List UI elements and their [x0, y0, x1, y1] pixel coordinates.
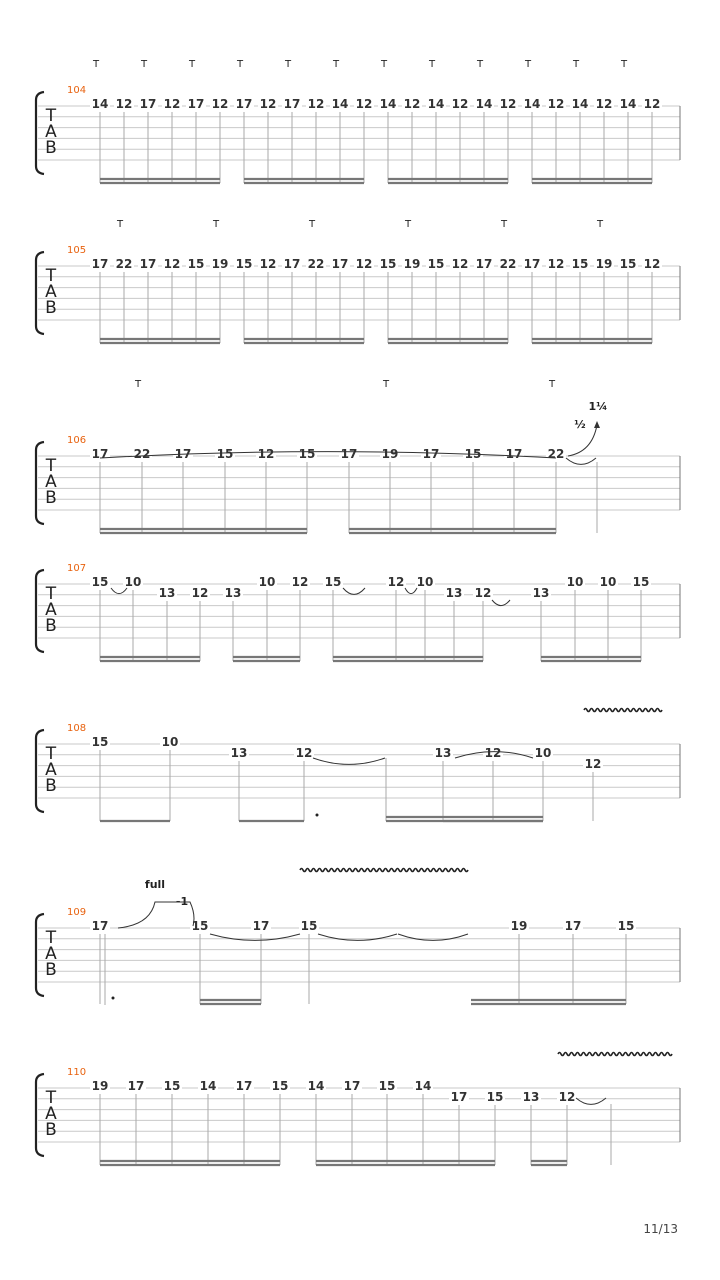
fret-number: 12 — [115, 97, 133, 111]
fret-number: 14 — [571, 97, 589, 111]
bend-label: -1 — [175, 895, 189, 908]
dot-mark — [316, 814, 319, 817]
fret-number: 12 — [547, 97, 565, 111]
fret-number: 22 — [499, 257, 517, 271]
tab-clef-letter: B — [45, 960, 57, 980]
fret-number: 17 — [505, 447, 523, 461]
fret-number: 12 — [355, 257, 373, 271]
fret-number: 14 — [331, 97, 349, 111]
slur — [318, 934, 397, 940]
fret-number: 17 — [139, 97, 157, 111]
fret-number: 17 — [91, 257, 109, 271]
measure-number: 106 — [67, 435, 87, 446]
fret-number: 15 — [300, 919, 318, 933]
bend-label: 1¼ — [588, 400, 608, 413]
fret-number: 14 — [427, 97, 445, 111]
tap-marker: T — [572, 59, 580, 70]
tab-system-104 — [36, 59, 680, 183]
system-bracket — [36, 570, 44, 652]
tap-marker: T — [596, 219, 604, 230]
fret-number: 15 — [187, 257, 205, 271]
tab-system-110 — [36, 1067, 680, 1165]
fret-number: 12 — [257, 447, 275, 461]
measure-number: 110 — [67, 1067, 87, 1078]
dot-mark — [112, 997, 115, 1000]
fret-number: 14 — [523, 97, 541, 111]
slur — [405, 588, 417, 594]
fret-number: 17 — [252, 919, 270, 933]
slur — [313, 758, 385, 764]
fret-number: 12 — [451, 97, 469, 111]
fret-number: 15 — [617, 919, 635, 933]
slur — [566, 458, 596, 464]
fret-number: 12 — [191, 586, 209, 600]
fret-number: 12 — [355, 97, 373, 111]
tab-clef-letter: B — [45, 138, 57, 158]
tap-marker: T — [188, 59, 196, 70]
fret-number: 15 — [378, 1079, 396, 1093]
fret-number: 10 — [534, 746, 552, 760]
tab-clef-letter: A — [45, 1104, 57, 1124]
tab-clef-letter: B — [45, 488, 57, 508]
fret-number: 14 — [414, 1079, 432, 1093]
bend-arrowhead — [594, 421, 600, 428]
fret-number: 12 — [474, 586, 492, 600]
tab-clef-letter: T — [45, 1088, 57, 1108]
fret-number: 22 — [133, 447, 151, 461]
fret-number: 14 — [619, 97, 637, 111]
fret-number: 19 — [211, 257, 229, 271]
fret-number: 17 — [523, 257, 541, 271]
fret-number: 15 — [163, 1079, 181, 1093]
measure-number: 107 — [67, 563, 87, 574]
tab-clef-letter: T — [45, 928, 57, 948]
tab-clef-letter: T — [45, 744, 57, 764]
fret-number: 15 — [379, 257, 397, 271]
fret-number: 12 — [163, 97, 181, 111]
fret-number: 19 — [91, 1079, 109, 1093]
tap-marker: T — [500, 219, 508, 230]
fret-number: 12 — [387, 575, 405, 589]
measure-number: 109 — [67, 907, 87, 918]
fret-number: 12 — [211, 97, 229, 111]
system-bracket — [36, 442, 44, 524]
fret-number: 17 — [235, 1079, 253, 1093]
fret-number: 14 — [475, 97, 493, 111]
system-bracket — [36, 1074, 44, 1156]
fret-number: 17 — [331, 257, 349, 271]
tab-clef-letter: A — [45, 600, 57, 620]
measure-number: 104 — [67, 85, 87, 96]
page-number: 11/13 — [643, 1222, 678, 1236]
slur — [100, 452, 556, 458]
slur — [210, 934, 300, 940]
fret-number: 15 — [324, 575, 342, 589]
fret-number: 12 — [595, 97, 613, 111]
tap-marker: T — [116, 219, 124, 230]
fret-number: 19 — [381, 447, 399, 461]
fret-number: 12 — [163, 257, 181, 271]
fret-number: 17 — [187, 97, 205, 111]
fret-number: 17 — [450, 1090, 468, 1104]
measure-number: 108 — [67, 723, 87, 734]
fret-number: 12 — [295, 746, 313, 760]
fret-number: 17 — [422, 447, 440, 461]
fret-number: 13 — [224, 586, 242, 600]
fret-number: 17 — [91, 447, 109, 461]
fret-number: 13 — [532, 586, 550, 600]
tab-clef-letter: B — [45, 616, 57, 636]
fret-number: 10 — [258, 575, 276, 589]
fret-number: 13 — [434, 746, 452, 760]
tab-clef-letter: A — [45, 122, 57, 142]
fret-number: 12 — [307, 97, 325, 111]
tab-clef-letter: T — [45, 266, 57, 286]
vibrato-line — [584, 709, 662, 712]
fret-number: 12 — [584, 757, 602, 771]
system-bracket — [36, 730, 44, 812]
fret-number: 10 — [566, 575, 584, 589]
fret-number: 17 — [91, 919, 109, 933]
tap-marker: T — [308, 219, 316, 230]
fret-number: 15 — [191, 919, 209, 933]
fret-number: 12 — [643, 257, 661, 271]
fret-number: 22 — [307, 257, 325, 271]
tab-clef-letter: T — [45, 106, 57, 126]
tap-marker: T — [332, 59, 340, 70]
fret-number: 12 — [403, 97, 421, 111]
tab-clef-letter: A — [45, 472, 57, 492]
slur — [398, 934, 468, 940]
fret-number: 19 — [403, 257, 421, 271]
fret-number: 15 — [619, 257, 637, 271]
fret-number: 19 — [595, 257, 613, 271]
fret-number: 14 — [199, 1079, 217, 1093]
tap-marker: T — [212, 219, 220, 230]
fret-number: 17 — [283, 97, 301, 111]
fret-number: 15 — [571, 257, 589, 271]
fret-number: 15 — [91, 575, 109, 589]
fret-number: 22 — [115, 257, 133, 271]
fret-number: 15 — [216, 447, 234, 461]
fret-number: 12 — [499, 97, 517, 111]
system-bracket — [36, 252, 44, 334]
fret-number: 10 — [599, 575, 617, 589]
fret-number: 10 — [416, 575, 434, 589]
tab-clef-letter: B — [45, 298, 57, 318]
fret-number: 12 — [259, 257, 277, 271]
fret-number: 12 — [451, 257, 469, 271]
tap-marker: T — [134, 379, 142, 390]
tap-marker: T — [428, 59, 436, 70]
fret-number: 15 — [464, 447, 482, 461]
fret-number: 15 — [486, 1090, 504, 1104]
slur — [343, 588, 365, 594]
fret-number: 17 — [475, 257, 493, 271]
tab-clef-letter: A — [45, 944, 57, 964]
fret-number: 15 — [271, 1079, 289, 1093]
fret-number: 13 — [522, 1090, 540, 1104]
tab-clef-letter: B — [45, 1120, 57, 1140]
system-bracket — [36, 92, 44, 174]
tap-marker: T — [236, 59, 244, 70]
fret-number: 10 — [161, 735, 179, 749]
tab-clef-letter: T — [45, 584, 57, 604]
bend-label: ½ — [574, 418, 586, 431]
fret-number: 17 — [564, 919, 582, 933]
system-bracket — [36, 914, 44, 996]
fret-number: 17 — [174, 447, 192, 461]
fret-number: 13 — [230, 746, 248, 760]
tab-system-105 — [36, 219, 680, 343]
fret-number: 10 — [124, 575, 142, 589]
tab-clef-letter: B — [45, 776, 57, 796]
fret-number: 22 — [547, 447, 565, 461]
fret-number: 15 — [91, 735, 109, 749]
tab-system-107 — [36, 563, 680, 661]
fret-number: 12 — [291, 575, 309, 589]
vibrato-line — [558, 1053, 672, 1056]
tab-system-108 — [36, 723, 680, 821]
fret-number: 17 — [139, 257, 157, 271]
tab-system-109 — [36, 878, 680, 1004]
fret-number: 13 — [445, 586, 463, 600]
tap-marker: T — [548, 379, 556, 390]
slur — [492, 600, 510, 606]
fret-number: 13 — [158, 586, 176, 600]
measure-number: 105 — [67, 245, 87, 256]
fret-number: 17 — [343, 1079, 361, 1093]
fret-number: 17 — [340, 447, 358, 461]
fret-number: 19 — [510, 919, 528, 933]
tap-marker: T — [524, 59, 532, 70]
fret-number: 12 — [558, 1090, 576, 1104]
tab-clef-letter: T — [45, 456, 57, 476]
tap-marker: T — [140, 59, 148, 70]
tap-marker: T — [404, 219, 412, 230]
fret-number: 14 — [91, 97, 109, 111]
fret-number: 17 — [283, 257, 301, 271]
fret-number: 14 — [307, 1079, 325, 1093]
fret-number: 17 — [127, 1079, 145, 1093]
tap-marker: T — [476, 59, 484, 70]
fret-number: 15 — [427, 257, 445, 271]
fret-number: 15 — [235, 257, 253, 271]
tap-marker: T — [380, 59, 388, 70]
fret-number: 15 — [632, 575, 650, 589]
fret-number: 17 — [235, 97, 253, 111]
tap-marker: T — [382, 379, 390, 390]
fret-number: 12 — [547, 257, 565, 271]
tap-marker: T — [284, 59, 292, 70]
fret-number: 12 — [484, 746, 502, 760]
vibrato-line — [300, 869, 468, 872]
bend-label: full — [144, 878, 166, 891]
fret-number: 12 — [643, 97, 661, 111]
tab-clef-letter: A — [45, 282, 57, 302]
tab-clef-letter: A — [45, 760, 57, 780]
fret-number: 15 — [298, 447, 316, 461]
fret-number: 14 — [379, 97, 397, 111]
tap-marker: T — [620, 59, 628, 70]
fret-number: 12 — [259, 97, 277, 111]
tap-marker: T — [92, 59, 100, 70]
